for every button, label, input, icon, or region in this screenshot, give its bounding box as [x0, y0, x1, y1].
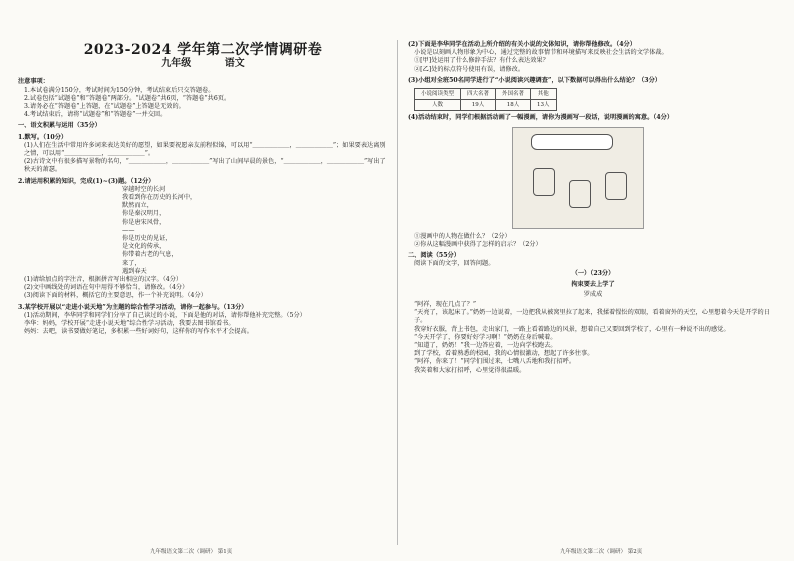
table-header-row — [415, 89, 557, 100]
grade-label: 九年级 — [161, 58, 192, 70]
notice-heading: 注意事项： — [18, 78, 49, 86]
poem-line: —— — [122, 226, 135, 234]
question-text: (2)古诗文中有很多描写景物的名句，“＿＿＿＿＿＿，＿＿＿＿＿＿”写出了山间早晨的景色，“＿＿＿＿＿＿，＿＿＿＿＿＿”写出了秋天的萧瑟。 — [24, 158, 386, 174]
story-paragraph: “知道了，奶奶！”我一边答应着，一边向学校跑去。 — [414, 342, 557, 350]
story-paragraph: 到了学校，看着熟悉的校园，我的心情很激动，想起了许多往事。 — [414, 350, 594, 358]
poem-line: 来了， — [122, 259, 141, 267]
notice-item: 2.试卷包括“试题卷”和“答题卷”两部分。“试题卷”共6页，“答题卷”共6页。 — [24, 94, 231, 102]
question-text: (1)活动期间，李华同学和同学们分享了自己读过的小说，下面是他的对话，请你帮他补充完整。（5分） — [24, 311, 306, 319]
question-text: (1)请给加点的字注音，根据拼音写出相应的汉字。（4分） — [24, 276, 183, 284]
table-header: 小说阅读类型 — [415, 89, 461, 100]
story-paragraph: 我笑着和大家打招呼，心里觉得很温暖。 — [414, 366, 526, 374]
table-cell: 19人 — [461, 100, 496, 111]
notice-item: 4.考试结束后，请将“试题卷”和“答题卷”一并交回。 — [24, 111, 167, 119]
exam-subtitle — [18, 60, 388, 68]
part-label: （一）（23分） — [571, 270, 615, 278]
poem-line: 你是历史的见证， — [122, 235, 172, 243]
poem-line: 默然而立， — [122, 202, 153, 210]
question-1: 1.默写。（10分） — [18, 133, 68, 141]
poem-line: 遇到春天 — [122, 267, 147, 275]
section-heading: 一、语文积累与运用（35分） — [18, 122, 101, 130]
table-cell: 人数 — [415, 100, 461, 111]
right-column — [408, 38, 778, 375]
story-paragraph: “今天开学了，你要好好学习啊！”奶奶在身后喊着。 — [414, 333, 557, 341]
comic-figure — [533, 168, 555, 196]
table-row — [415, 100, 557, 111]
question-5: (3)小组对全班50名同学进行了“小说阅读兴趣调查”，以下数据可以得出什么结论？（3分） — [408, 76, 661, 84]
question-text: ①漫画中的人物在做什么？（2分） — [414, 232, 511, 240]
poem-line: 穿越时空的长河 — [122, 185, 166, 193]
story-author: 罗成成 — [583, 290, 603, 298]
poem-line: 你是唐宋风骨， — [122, 218, 166, 226]
left-column — [18, 38, 388, 337]
table-header: 其他 — [531, 89, 557, 100]
story-paragraph: “阿祥，现在几点了？” — [414, 301, 477, 309]
speech-bubble — [531, 134, 613, 150]
question-text: 小说是以刻画人物形象为中心，通过完整的故事情节和环境描写来反映社会生活的文学体裁。 — [414, 49, 668, 57]
notice-item: 1.本试卷满分150分，考试时间为150分钟，考试结束后只交答题卷。 — [24, 86, 215, 94]
question-4: (2)下面是李华同学在活动上所介绍的有关小说的文体知识，请你帮他修改。（4分） — [408, 41, 636, 48]
survey-table — [414, 88, 557, 111]
question-3: 3.某学校开展以“走进小说天地”为主题的综合性学习活动，请你一起参与。（13分） — [18, 303, 248, 311]
question-text: 李华：妈妈，学校开展“走进小说天地”综合性学习活动，我要去图书馆看书。 — [24, 320, 235, 328]
question-text: (1)人们在生活中常用许多词来表达美好的愿望，如果要祝愿亲友前程似锦，可以用“＿＿＿＿＿＿，＿＿＿＿＿＿”；如果要表达离别之情，可以用“＿＿＿＿＿＿，＿＿＿＿＿＿”。 — [24, 141, 386, 158]
question-text: ①[甲]处运用了什么修辞手法？有什么表达效果？ — [414, 57, 549, 65]
table-header: 四大名著 — [461, 89, 496, 100]
notice-item: 3.请务必在“答题卷”上答题，在“试题卷”上答题是无效的。 — [24, 103, 185, 111]
poem-line: 你带着古老的气息， — [122, 251, 178, 259]
exam-title: 2023-2024 学年第二次学情调研卷 — [83, 42, 323, 58]
comic-figure — [605, 172, 627, 200]
story-title: 拘束要去上学了 — [571, 280, 615, 288]
poem-block — [18, 186, 388, 276]
question-text: (3)阅读下面的材料，概括它的主要意思，作一个补充说明。（4分） — [24, 292, 207, 300]
question-2: 2.请运用积累的知识，完成(1)~(3)题。（12分） — [18, 177, 155, 185]
comic-figure — [569, 180, 591, 208]
table-header: 外国名著 — [496, 89, 531, 100]
column-divider — [397, 40, 398, 545]
question-text: ②[乙]处的标点符号使用有误，请修改。 — [414, 65, 525, 73]
poem-line: 是文化的传承， — [122, 243, 166, 251]
page-footer-left: 九年级语文第二次（调研） 第1页 — [150, 549, 233, 555]
question-text: 妈妈：去吧，读书要做好笔记，多积累一些好词好句，这样你的写作水平才会提高。 — [24, 328, 253, 336]
comic-illustration — [512, 127, 644, 229]
story-paragraph: “天亮了，该起床了。”奶奶一边说着，一边把我从被窝里拉了起来，我揉着惺忪的双眼，看着窗外的天空，心里想着今天是开学的日子。 — [414, 309, 770, 325]
poem-line: 我看到你在历史的长河中， — [122, 194, 197, 202]
poem-line: 你是秦汉明月， — [122, 210, 166, 218]
table-cell: 13人 — [531, 100, 557, 111]
question-text: (2)文中画线处的词语在句中用得不够恰当，请修改。（4分） — [24, 284, 189, 292]
question-text: ②你从这幅漫画中获得了怎样的启示？（2分） — [414, 240, 542, 248]
subject-label: 语文 — [224, 58, 245, 70]
question-6: (4)活动结束时，同学们根据活动画了一幅漫画，请你为漫画写一段话，说明漫画的寓意。（4分） — [408, 114, 674, 122]
table-cell: 18人 — [496, 100, 531, 111]
story-paragraph: “阿祥，你来了！”同学们围过来，七嘴八舌地和我打招呼。 — [414, 358, 576, 366]
story-paragraph: 我穿好衣服，背上书包，走出家门，一路上看着路边的风景，想着自己又要回到学校了，心里有一种说不出的感觉。 — [414, 325, 730, 333]
section-heading: 二、阅读（55分） — [408, 252, 460, 260]
section-instruction: 阅读下面的文字，回答问题。 — [414, 260, 495, 268]
page-footer-right: 九年级语文第二次（调研） 第2页 — [560, 549, 643, 555]
